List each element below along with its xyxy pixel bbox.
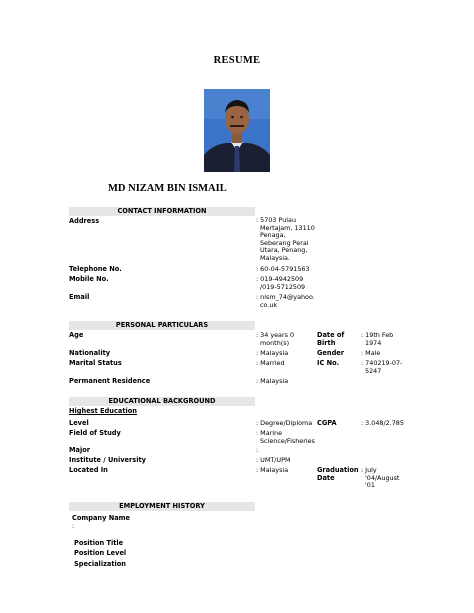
dob-label: Date of Birth [317,331,345,347]
email-value[interactable]: : nism_74@yahoo. co.uk [256,293,315,309]
gender-value: : Male [361,349,381,357]
field-of-study-label: Field of Study [69,429,121,437]
company-name-label: Company Name [72,514,131,522]
position-title-label: Position Title [74,539,124,547]
graduation-date-label: Graduation Date [317,466,359,482]
profile-photo [204,89,270,172]
telephone-value: : 60-04-5791563 [256,265,310,273]
cgpa-label: CGPA [317,419,337,427]
telephone-label: Telephone No. [69,265,122,273]
mobile-value: : 019-4942509 /019-5712509 [256,275,306,291]
ic-number-label: IC No. [317,359,340,367]
level-label: Level [69,419,89,427]
institute-label: Institute / University [69,456,146,464]
email-label: Email [69,293,90,301]
section-header-employment: EMPLOYMENT HISTORY [69,502,255,511]
nationality-label: Nationality [69,349,111,357]
position-level-label: Position Level [74,549,127,557]
company-name-value: : [72,522,75,530]
institute-value: : UMT/UPM [256,456,291,464]
located-in-value: : Malaysia [256,466,289,474]
age-value: : 34 years 0 month(s) [256,331,295,347]
candidate-name: MD NIZAM BIN ISMAIL [108,183,227,194]
ic-number-value: : 740219-07- 5247 [361,359,403,375]
major-value: : [256,446,259,454]
mobile-label: Mobile No. [69,275,109,283]
permanent-residence-value: : Malaysia [256,377,289,385]
permanent-residence-label: Permanent Residence [69,377,151,385]
specialization-label: Specialization [74,560,127,568]
field-of-study-value: : Marine Science/Fisheries [256,429,315,445]
highest-education-heading: Highest Education [69,407,137,415]
section-header-education: EDUCATIONAL BACKGROUND [69,397,255,406]
section-header-personal: PERSONAL PARTICULARS [69,321,255,330]
address-value: : 5703 Pulau Mertajam, 13110 Penaga, Seberang Perai Utara, Penang, Malaysia. [256,216,315,262]
address-label: Address [69,217,100,225]
nationality-value: : Malaysia [256,349,289,357]
cgpa-value: : 3.048/2.785 [361,419,404,427]
portrait-image [204,89,270,172]
section-header-contact: CONTACT INFORMATION [69,207,255,216]
major-label: Major [69,446,91,454]
gender-label: Gender [317,349,345,357]
age-label: Age [69,331,84,339]
marital-status-value: : Married [256,359,285,367]
dob-value: : 19th Feb 1974 [361,331,394,347]
marital-status-label: Marital Status [69,359,122,367]
resume-title: RESUME [213,55,261,66]
level-value: : Degree/Diploma [256,419,313,427]
graduation-date-value: : July '04/August '01 [361,466,400,490]
located-in-label: Located In [69,466,108,474]
